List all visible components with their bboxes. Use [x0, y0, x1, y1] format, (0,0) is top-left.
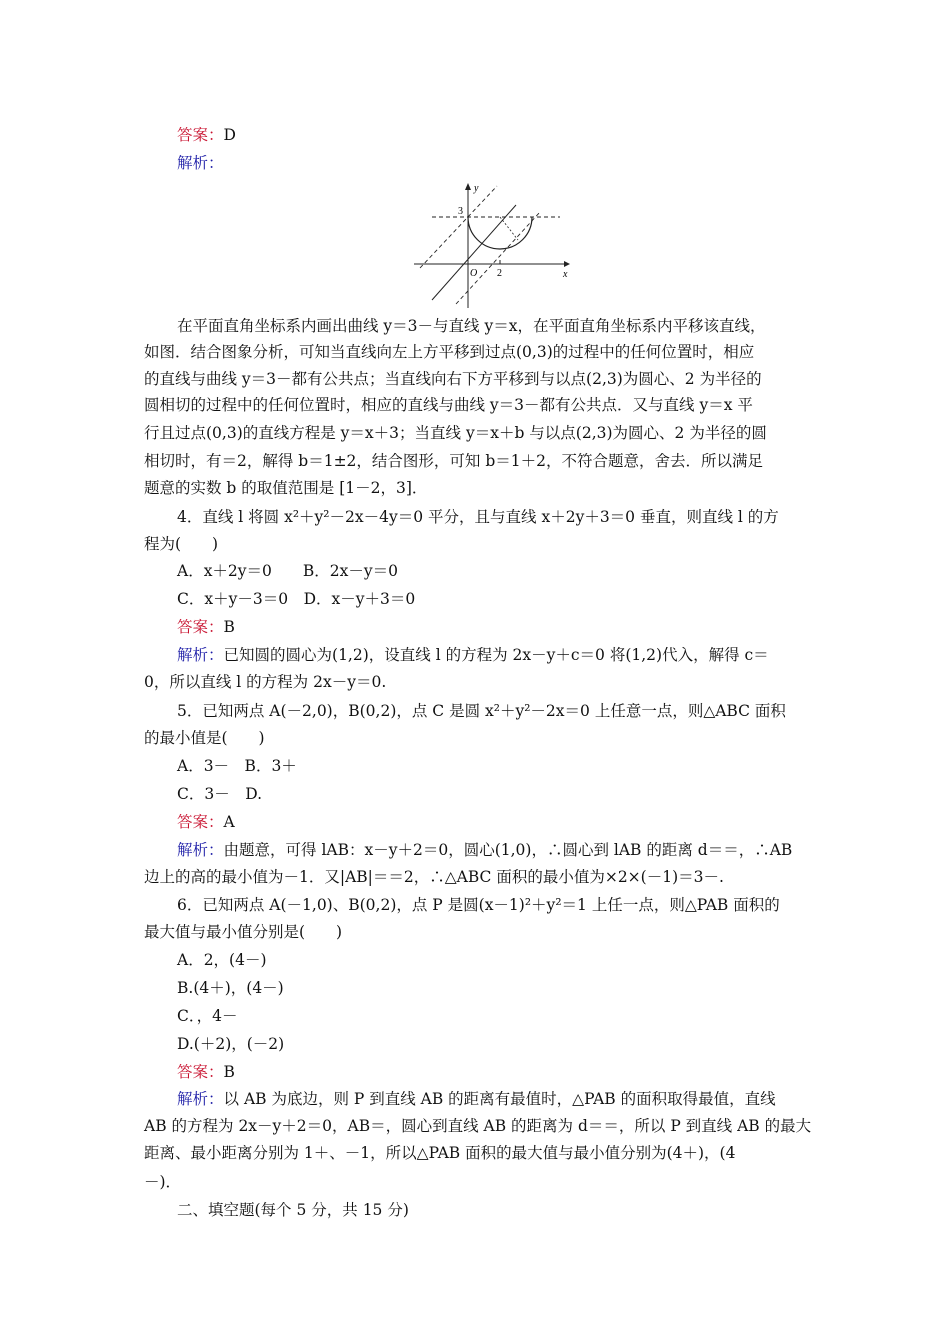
q5-stem-line-1: 5．已知两点 A(－2,0)，B(0,2)，点 C 是圆 x²＋y²－2x＝0 上任意一点，则△ABC 面积 — [177, 702, 786, 720]
q6-stem-line-1: 6．已知两点 A(－1,0)、B(0,2)，点 P 是圆(x－1)²＋y²＝1 上任一点，则△PAB 面积的 — [177, 896, 780, 914]
q6-option-line-4: D.(＋2)，(－2) — [177, 1035, 285, 1053]
line-y-equals-x — [432, 205, 516, 300]
analysis-text: 已知圆的圆心为(1,2)，设直线 l 的方程为 2x－y＋c＝0 将(1,2)代入，解得 c＝ — [223, 646, 769, 664]
analysis-text: 由题意，可得 lAB：x－y＋2＝0，圆心(1,0)，∴圆心到 lAB 的距离 d＝＝，∴AB — [223, 841, 793, 859]
analysis-text: 以 AB 为底边，则 P 到直线 AB 的距离有最值时，△PAB 的面积取得最值，直线 — [223, 1090, 776, 1108]
q4-answer-line — [177, 617, 235, 637]
q3-answer-line — [177, 125, 236, 145]
q3-para-line-3: 的直线与曲线 y＝3－都有公共点；当直线向右下方平移到与以点(2,3)为圆心、2 为半径的 — [144, 370, 762, 388]
y-axis-arrow — [465, 183, 471, 190]
radius-segment — [500, 217, 518, 240]
answer-label: 答案： — [177, 126, 224, 144]
q4-analysis-line-1 — [177, 645, 769, 665]
q6-option-line-2: B.(4＋)，(4－) — [177, 979, 284, 997]
q6-option-line-1: A．2，(4－) — [177, 951, 267, 969]
analysis-label: 解析： — [177, 1090, 224, 1108]
answer-label: 答案： — [177, 813, 224, 831]
tick-label-2: 2 — [497, 268, 502, 279]
q3-para-line-1: 在平面直角坐标系内画出曲线 y＝3－与直线 y＝x，在平面直角坐标系内平移该直线， — [177, 317, 766, 335]
section-heading-fill-in: 二、填空题(每个 5 分，共 15 分) — [177, 1201, 409, 1219]
q3-para-line-5: 行且过点(0,3)的直线方程是 y＝x＋3；当直线 y＝x＋b 与以点(2,3)为圆心、2 为半径的圆 — [144, 424, 767, 442]
x-axis-label: x — [563, 269, 568, 280]
q5-analysis-line-2: 边上的高的最小值为－1．又|AB|＝＝2，∴△ABC 面积的最小值为×2×(－1)＝3－. — [144, 868, 724, 886]
q5-option-line-1: A．3－ B．3＋ — [177, 757, 297, 775]
semicircle-curve — [468, 217, 532, 249]
q5-answer-line — [177, 812, 235, 832]
answer-value: B — [223, 1063, 235, 1081]
q3-para-line-2: 如图．结合图象分析，可知当直线向左上方平移到过点(0,3)的过程中的任何位置时，相应 — [144, 343, 755, 361]
coordinate-graph — [412, 182, 574, 310]
origin-label: O — [470, 268, 478, 279]
q4-analysis-line-2: 0，所以直线 l 的方程为 2x－y＝0. — [144, 673, 387, 691]
q5-stem-line-2: 的最小值是( ) — [144, 729, 265, 747]
answer-value: D — [223, 126, 236, 144]
q5-option-line-2: C．3－ D. — [177, 785, 263, 803]
q6-stem-line-2: 最大值与最小值分别是( ) — [144, 923, 343, 941]
q6-option-line-3: C．，4－ — [177, 1007, 238, 1025]
q5-analysis-line-1 — [177, 840, 792, 860]
analysis-label: 解析： — [177, 841, 224, 859]
q3-para-line-6: 相切时，有＝2，解得 b＝1±2，结合图形，可知 b＝1＋2，不符合题意，舍去．所以满足 — [144, 452, 763, 470]
q4-option-line-2: C．x＋y－3＝0 D．x－y＋3＝0 — [177, 590, 416, 608]
answer-value: A — [223, 813, 235, 831]
q4-stem-line-1: 4．直线 l 将圆 x²＋y²－2x－4y＝0 平分，且与直线 x＋2y＋3＝0 垂直，则直线 l 的方 — [177, 508, 779, 526]
answer-label: 答案： — [177, 618, 224, 636]
answer-label: 答案： — [177, 1063, 224, 1081]
q3-analysis-label: 解析： — [177, 154, 224, 172]
q3-para-line-4: 圆相切的过程中的任何位置时，相应的直线与曲线 y＝3－都有公共点．又与直线 y＝x 平 — [144, 396, 753, 414]
q6-analysis-line-4: －)． — [144, 1173, 182, 1191]
y-axis-label: y — [474, 183, 479, 194]
analysis-label: 解析： — [177, 646, 224, 664]
answer-value: B — [223, 618, 235, 636]
q4-stem-line-2: 程为( ) — [144, 535, 219, 553]
q6-analysis-line-2: AB 的方程为 2x－y＋2＝0，AB＝，圆心到直线 AB 的距离为 d＝＝，所以 P 到直线 AB 的最大 — [144, 1117, 812, 1135]
dashed-line-upper — [420, 186, 497, 268]
q4-option-line-1: A．x＋2y＝0 B．2x－y＝0 — [177, 562, 399, 580]
tick-label-3: 3 — [458, 206, 463, 217]
q6-analysis-line-3: 距离、最小距离分别为 1＋、－1，所以△PAB 面积的最大值与最小值分别为(4＋)，(4 — [144, 1144, 736, 1162]
q6-analysis-line-1 — [177, 1089, 776, 1109]
q3-para-line-7: 题意的实数 b 的取值范围是 [1－2，3]． — [144, 479, 428, 497]
x-axis-arrow — [564, 261, 570, 267]
q6-answer-line — [177, 1062, 235, 1082]
